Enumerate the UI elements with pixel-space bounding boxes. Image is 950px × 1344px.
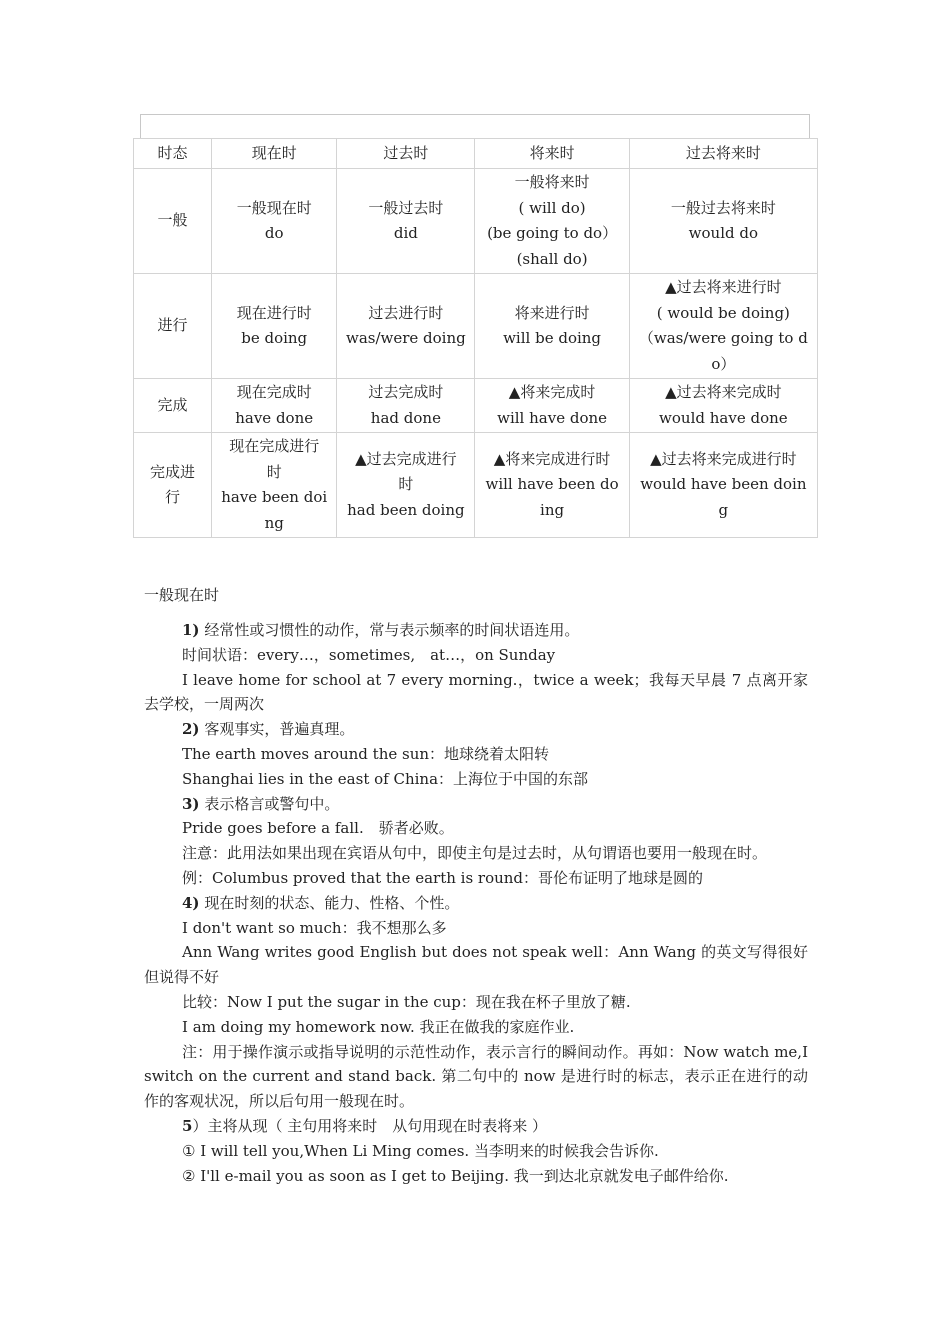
cell-line: (be going to do） <box>487 224 618 242</box>
paragraph <box>144 792 808 817</box>
table-row <box>134 169 818 274</box>
cell-line: was/were doing <box>345 329 466 347</box>
paragraph-text: ）主将从现（ 主句用将来时 从句用现在时表将来 ） <box>192 1116 547 1135</box>
paragraph <box>144 990 808 1015</box>
table-cell <box>475 169 629 274</box>
paragraph <box>144 841 808 866</box>
paragraph-text: 注：用于操作演示或指导说明的示范性动作，表示言行的瞬间动作。再如：Now watch me,I switch on the current and stand back. 第二句中的 now 是进行时的标志，表示正在进行的动作的客观状况，所以后句用一般现在时。 <box>144 1042 808 1111</box>
paragraph-text: 经常性或习惯性的动作，常与表示频率的时间状语连用。 <box>199 621 580 639</box>
paragraph <box>144 1015 808 1040</box>
item-number: 2) <box>182 720 200 739</box>
table-cell <box>629 379 817 433</box>
header-cell: 将来时 <box>475 139 629 169</box>
paragraph <box>144 866 808 891</box>
cell-line: do <box>264 224 284 242</box>
paragraph <box>144 717 808 742</box>
header-cell: 时态 <box>134 139 212 169</box>
cell-line: will be doing <box>503 329 602 347</box>
cell-line: ng <box>264 513 284 532</box>
cell-line: 过去进行时 <box>368 303 444 322</box>
cell-line: 现在完成时 <box>236 383 312 401</box>
paragraph-text: I am doing my homework now. 我正在做我的家庭作业. <box>182 1017 575 1036</box>
paragraph <box>144 1139 808 1164</box>
paragraph-text: ① I will tell you,When Li Ming comes. 当李明来的时候我会告诉你. <box>182 1141 659 1160</box>
table-cell <box>212 274 337 379</box>
cell-line: have done <box>235 408 314 427</box>
cell-line: 进行 <box>157 316 188 335</box>
paragraph <box>144 618 808 643</box>
table-row <box>134 274 818 379</box>
cell-line: (shall do) <box>516 249 588 268</box>
cell-line: 一般过去将来时 <box>670 198 776 217</box>
cell-line: ( will do) <box>518 198 586 217</box>
cell-line: ▲将来完成时 <box>508 383 596 401</box>
cell-line: 将来进行时 <box>514 303 590 322</box>
paragraph <box>144 767 808 792</box>
item-number: 4) <box>182 893 200 912</box>
table-cell <box>337 274 475 379</box>
table-cell <box>629 433 817 538</box>
paragraph <box>144 816 808 841</box>
paragraph <box>144 643 808 668</box>
paragraph-text: Pride goes before a fall. 骄者必败。 <box>182 819 454 838</box>
cell-line: ▲过去完成进行 <box>355 449 457 468</box>
paragraph-text: I leave home for school at 7 every morning.，twice a week；我每天早晨 7 点离开家去学校，一周两次 <box>144 670 808 714</box>
paragraph <box>144 940 808 990</box>
cell-line: would have been doin <box>640 475 807 494</box>
table-cell <box>212 433 337 538</box>
cell-line: have been doi <box>221 488 328 506</box>
paragraph-text: Shanghai lies in the east of China：上海位于中国的东部 <box>182 769 589 788</box>
table-cell <box>475 274 629 379</box>
header-cell: 过去时 <box>337 139 475 169</box>
cell-line: will have been do <box>485 475 619 494</box>
paragraph <box>144 1040 808 1114</box>
cell-line: 时 <box>398 475 414 494</box>
row-label-cell <box>134 379 212 433</box>
paragraph-text: 例：Columbus proved that the earth is round：哥伦布证明了地球是圆的 <box>182 868 704 887</box>
cell-line: will have done <box>497 408 608 427</box>
paragraph-text: 比较：Now I put the sugar in the cup：现在我在杯子里放了糖. <box>182 992 631 1011</box>
row-label-cell <box>134 274 212 379</box>
paragraph <box>144 1164 808 1189</box>
paragraph-text: Ann Wang writes good English but does not speak well：Ann Wang 的英文写得很好但说得不好 <box>144 943 808 987</box>
table-row <box>134 379 818 433</box>
cell-line: 行 <box>165 488 181 506</box>
cell-line: had been doing <box>347 500 465 519</box>
table-cell <box>629 169 817 274</box>
header-cell: 现在时 <box>212 139 337 169</box>
paragraph <box>144 742 808 767</box>
item-number: 5 <box>182 1116 193 1135</box>
paragraph <box>144 916 808 941</box>
cell-line: had done <box>370 408 441 427</box>
row-label-cell <box>134 169 212 274</box>
cell-line: 完成进 <box>150 462 196 481</box>
body-text <box>144 618 808 1188</box>
cell-line: 一般 <box>157 211 188 230</box>
paragraph-text: 表示格言或警句中。 <box>199 794 340 813</box>
table-cell <box>337 169 475 274</box>
cell-line: would have done <box>659 408 788 427</box>
paragraph-text: The earth moves around the sun：地球绕着太阳转 <box>182 744 550 763</box>
cell-line: ▲过去将来进行时 <box>665 278 782 296</box>
paragraph <box>144 668 808 718</box>
cell-line: 现在进行时 <box>236 303 312 322</box>
cell-line: would do <box>688 224 759 242</box>
cell-line: ▲将来完成进行时 <box>493 449 611 468</box>
paragraph-text: 现在时刻的状态、能力、性格、个性。 <box>199 893 460 912</box>
paragraph-text: 客观事实，普遍真理。 <box>199 720 355 739</box>
table-cell <box>629 274 817 379</box>
cell-line: 一般过去时 <box>368 198 444 217</box>
paragraph-text: I don't want so much：我不想那么多 <box>182 918 447 937</box>
cell-line: 一般现在时 <box>236 198 312 217</box>
table-cell <box>212 169 337 274</box>
table-cell <box>475 433 629 538</box>
cell-line: did <box>393 224 418 242</box>
item-number: 1) <box>182 621 200 639</box>
cell-line: 时 <box>266 462 282 481</box>
table-header-row <box>134 139 818 169</box>
paragraph-text: ② I'll e-mail you as soon as I get to Beijing. 我一到达北京就发电子邮件给你. <box>182 1166 729 1185</box>
paragraph-text: 时间状语：every…，sometimes, at…，on Sunday <box>182 645 556 664</box>
table-top-frame <box>140 114 810 138</box>
paragraph-text: 注意：此用法如果出现在宾语从句中，即使主句是过去时，从句谓语也要用一般现在时。 <box>182 844 768 863</box>
table-cell <box>475 379 629 433</box>
cell-line: ing <box>540 500 565 519</box>
cell-line: ▲过去将来完成时 <box>665 383 782 401</box>
header-cell: 过去将来时 <box>629 139 817 169</box>
cell-line: 过去完成时 <box>368 383 444 401</box>
cell-line: ( would be doing) <box>656 303 790 322</box>
table-cell <box>337 379 475 433</box>
cell-line: be doing <box>241 329 308 347</box>
section-title: 一般现在时 <box>144 586 220 604</box>
item-number: 3) <box>182 794 200 813</box>
table-row <box>134 433 818 538</box>
cell-line: o） <box>711 354 736 373</box>
cell-line: 完成 <box>157 395 188 414</box>
cell-line: （was/were going to d <box>638 329 808 347</box>
table-cell <box>337 433 475 538</box>
tense-table <box>133 138 818 538</box>
table-cell <box>212 379 337 433</box>
row-label-cell <box>134 433 212 538</box>
paragraph <box>144 1114 808 1139</box>
cell-line: 现在完成进行 <box>229 437 320 455</box>
cell-line: g <box>718 500 729 519</box>
cell-line: 一般将来时 <box>514 173 590 191</box>
paragraph <box>144 891 808 916</box>
cell-line: ▲过去将来完成进行时 <box>650 449 797 468</box>
